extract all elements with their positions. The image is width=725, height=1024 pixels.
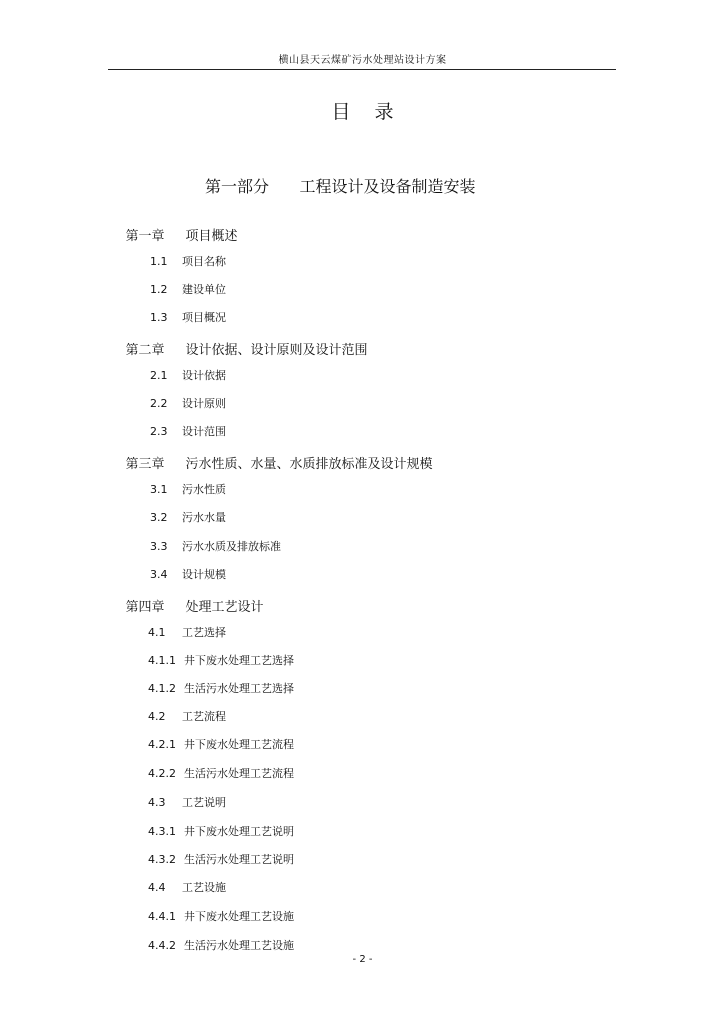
toc-entry-title: 井下废水处理工艺设施 <box>184 910 294 923</box>
toc-entry-title: 井下废水处理工艺选择 <box>184 654 294 667</box>
toc-entry-number: 4.4 <box>148 881 166 894</box>
header-divider <box>108 69 616 70</box>
toc-entry-number: 3.4 <box>150 568 168 581</box>
toc-entry-title: 井下废水处理工艺流程 <box>184 738 294 751</box>
toc-entry-title: 生活污水处理工艺说明 <box>184 853 294 866</box>
toc-entry-title: 项目概述 <box>185 229 238 244</box>
toc-entry-title: 设计规模 <box>182 568 226 581</box>
toc-entry-title: 工艺流程 <box>182 710 226 723</box>
toc-entry-number: 4.2.2 <box>148 767 176 780</box>
toc-entry-number: 4.1 <box>148 626 166 639</box>
toc-heading: 目 录 <box>331 101 394 123</box>
toc-entry-number: 第三章 <box>125 457 165 472</box>
toc-entry-number: 4.2.1 <box>148 738 176 751</box>
part-title: 第一部分 工程设计及设备制造安装 <box>205 177 476 196</box>
page-number: - 2 - <box>352 954 373 965</box>
toc-entry-number: 4.3 <box>148 796 166 809</box>
toc-entry-number: 2.3 <box>150 425 168 438</box>
toc-entry-number: 1.1 <box>150 255 168 268</box>
header-title: 横山县天云煤矿污水处理站设计方案 <box>278 55 447 66</box>
toc-entry-number: 1.3 <box>150 311 168 324</box>
toc-entry-number: 第四章 <box>125 600 165 615</box>
toc-entry-title: 污水水量 <box>182 511 226 524</box>
toc-entry-title: 生活污水处理工艺设施 <box>184 939 294 952</box>
toc-entry-number: 3.3 <box>150 540 168 553</box>
toc-entry-title: 设计原则 <box>182 397 226 410</box>
toc-entry-number: 1.2 <box>150 283 168 296</box>
toc-entry-title: 生活污水处理工艺流程 <box>184 767 294 780</box>
toc-entry-number: 2.1 <box>150 369 168 382</box>
toc-entry-number: 4.4.2 <box>148 939 176 952</box>
toc-entry-title: 井下废水处理工艺说明 <box>184 825 294 838</box>
toc-entry-number: 4.3.1 <box>148 825 176 838</box>
toc-entry-title: 设计依据、设计原则及设计范围 <box>185 343 368 358</box>
toc-entry-number: 4.1.1 <box>148 654 176 667</box>
toc-entry-number: 4.1.2 <box>148 682 176 695</box>
toc-entry-number: 3.2 <box>150 511 168 524</box>
toc-entry-title: 建设单位 <box>182 283 226 296</box>
toc-entry-number: 4.2 <box>148 710 166 723</box>
toc-entry-number: 3.1 <box>150 483 168 496</box>
toc-entry-title: 污水性质、水量、水质排放标准及设计规模 <box>185 457 433 472</box>
toc-entry-number: 第一章 <box>125 229 165 244</box>
toc-entry-title: 生活污水处理工艺选择 <box>184 682 294 695</box>
toc-entry-number: 4.4.1 <box>148 910 176 923</box>
toc-entry-number: 4.3.2 <box>148 853 176 866</box>
toc-entry-title: 工艺选择 <box>182 626 226 639</box>
toc-entry-number: 第二章 <box>125 343 165 358</box>
toc-entry-title: 项目名称 <box>182 255 226 268</box>
toc-entry-title: 设计范围 <box>182 425 226 438</box>
toc-entry-title: 设计依据 <box>182 369 226 382</box>
toc-entry-title: 工艺说明 <box>182 796 226 809</box>
toc-entry-number: 2.2 <box>150 397 168 410</box>
toc-entry-title: 污水水质及排放标准 <box>182 540 281 553</box>
toc-entry-title: 污水性质 <box>182 483 226 496</box>
toc-entry-title: 工艺设施 <box>182 881 226 894</box>
toc-entry-title: 处理工艺设计 <box>185 600 264 615</box>
toc-entry-title: 项目概况 <box>182 311 226 324</box>
